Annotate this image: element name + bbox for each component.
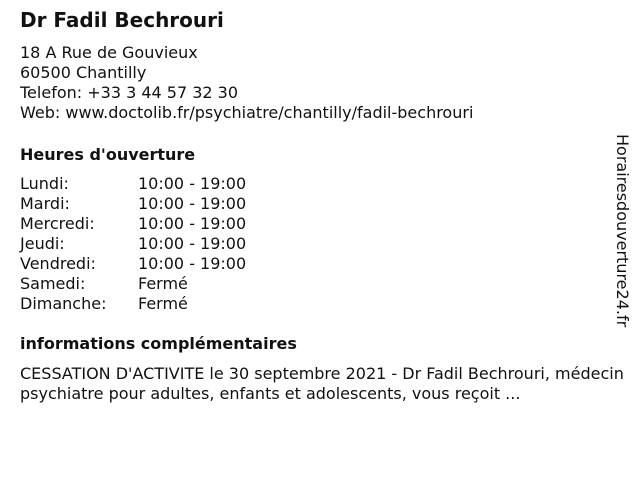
address-city: 60500 Chantilly	[20, 63, 147, 82]
doctor-name: Dr Fadil Bechrouri	[20, 8, 224, 32]
day-hours: 10:00 - 19:00	[138, 194, 247, 213]
phone-number: Telefon: +33 3 44 57 32 30	[20, 83, 239, 102]
day-hours: Fermé	[138, 294, 188, 313]
hours-row-wednesday	[20, 214, 246, 234]
website-link[interactable]: Web: www.doctolib.fr/psychiatre/chantilly/fadil-bechrouri	[20, 103, 474, 122]
hours-row-monday	[20, 174, 246, 194]
day-label: Lundi:	[20, 174, 69, 193]
opening-hours-table	[20, 174, 246, 314]
hours-row-thursday	[20, 234, 246, 254]
opening-hours-heading: Heures d'ouverture	[20, 145, 196, 164]
day-hours: 10:00 - 19:00	[138, 254, 247, 273]
additional-info-heading: informations complémentaires	[20, 334, 297, 353]
day-label: Mercredi:	[20, 214, 95, 233]
site-watermark: Horairesdouverture24.fr	[613, 134, 632, 328]
day-label: Jeudi:	[20, 234, 65, 253]
address-street: 18 A Rue de Gouvieux	[20, 43, 198, 62]
hours-row-tuesday	[20, 194, 246, 214]
day-label: Mardi:	[20, 194, 70, 213]
day-hours: 10:00 - 19:00	[138, 174, 247, 193]
hours-row-friday	[20, 254, 246, 274]
day-hours: 10:00 - 19:00	[138, 214, 247, 233]
day-label: Samedi:	[20, 274, 86, 293]
day-hours: 10:00 - 19:00	[138, 234, 247, 253]
day-label: Dimanche:	[20, 294, 107, 313]
day-hours: Fermé	[138, 274, 188, 293]
hours-row-sunday	[20, 294, 246, 314]
hours-row-saturday	[20, 274, 246, 294]
day-label: Vendredi:	[20, 254, 96, 273]
additional-info-text: CESSATION D'ACTIVITE le 30 septembre 2021 - Dr Fadil Bechrouri, médecin psychiatre pour adultes, enfants et adolescents, vous reçoit ...	[20, 364, 624, 403]
contact-block	[20, 43, 473, 123]
